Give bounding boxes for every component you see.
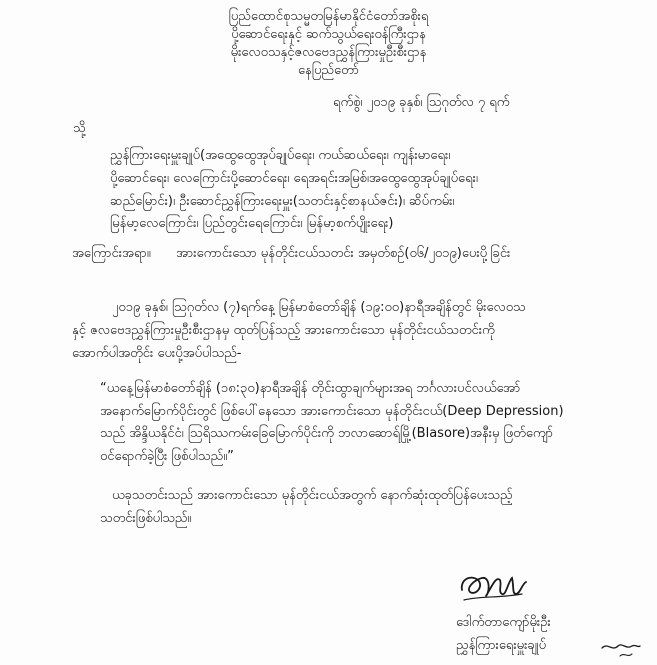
body-para-1-line-1: ၂၀၁၉ ခုနှစ်၊ ဩဂုတ်လ (၇)ရက်နေ့ မြန်မာစံတော်ချိန် (၁၉:၀၀)နာရီအချိန်တွင် မိုးလေဝသ <box>112 300 526 315</box>
body-para-2-line-1: ယခုသတင်းသည် အားကောင်းသော မုန်တိုင်းငယ်အတွက် နောက်ဆုံးထုတ်ပြန်ပေးသည့် <box>112 488 513 503</box>
letterhead-line-2: ပို့ဆောင်ရေးနှင့် ဆက်သွယ်ရေးဝန်ကြီးဌာန <box>231 27 426 42</box>
recipient-line-1: ညွှန်ကြားရေးမှူးချုပ်(အထွေထွေအုပ်ချုပ်ရေး၊ ကယ်ဆယ်ရေး၊ ကျန်းမာရေး၊ <box>110 148 451 163</box>
handwritten-signature <box>456 566 532 606</box>
quote-line-2: အနောက်မြောက်ပိုင်းတွင် ဖြစ်ပေါ်နေသော အားကောင်းသော မုန်တိုင်းငယ်(Deep Depression) <box>100 404 564 419</box>
letterhead-line-3: မိုးလေဝသနှင့်ဇလဗေဒညွှန်ကြားမှုဦးစီးဌာန <box>230 45 427 60</box>
letterhead-line-4: နေပြည်တော် <box>297 63 359 78</box>
quote-line-1: “ယနေ့မြန်မာစံတော်ချိန် (၁၈:၃၀)နာရီအချိန် တိုင်းထွာချက်များအရ ဘင်္ဂလားပင်လယ်အော် <box>100 381 521 396</box>
subject-text: အားကောင်းသော မုန်တိုင်းငယ်သတင်း အမှတ်စဉ်(၀၆/၂၀၁၉)ပေးပို့ခြင်း <box>176 246 511 261</box>
body-para-1-line-2: နှင့် ဇလဗေဒညွှန်ကြားမှုဦးစီးဌာနမှ ထုတ်ပြန်သည့် အားကောင်းသော မုန်တိုင်းငယ်သတင်းကို <box>72 323 495 338</box>
body-para-1-line-3: အောက်ပါအတိုင်း ပေးပို့အပ်ပါသည်- <box>72 346 242 361</box>
subject-label: အကြောင်းအရာ။ <box>72 246 151 261</box>
letterhead <box>0 8 657 80</box>
recipient-line-2: ပို့ဆောင်ရေး၊ လေကြောင်းပို့ဆောင်ရေး၊ ရေအရင်းအမြစ်၊အထွေထွေအုပ်ချုပ်ရေး၊ <box>110 171 478 186</box>
reference-date: ရက်စွဲ၊ ၂၀၁၉ ခုနှစ်၊ ဩဂုတ်လ ၇ ရက် <box>333 95 510 110</box>
letterhead-line-1: ပြည်ထောင်စုသမ္မတမြန်မာနိုင်ငံတော်အစိုးရ <box>228 9 429 24</box>
initial-mark <box>598 636 644 662</box>
to-label: သို့ <box>73 121 86 136</box>
signer-name: ဒေါက်တာကျော်မိုးဦး <box>456 615 551 630</box>
signer-title: ညွှန်ကြားရေးမှူးချုပ် <box>456 638 547 653</box>
quote-line-3: သည် အိန္ဒိယနိုင်ငံ၊ ဩရိဿကမ်းခြေမြောက်ပိုင်းကို ဘလာဆောရ်မြို့(Blasore)အနီးမှ ဖြတ်ကျော် <box>100 426 554 441</box>
recipient-line-3: ဆည်မြောင်း)၊ ဦးဆောင်ညွှန်ကြားရေးမှူး(သတင်းနှင့်စာနယ်ဇင်း)၊ ဆိပ်ကမ်း၊ <box>110 194 455 209</box>
quote-line-4: ဝင်ရောက်ခဲ့ပြီး ဖြစ်ပါသည်။” <box>100 449 234 464</box>
recipient-line-4: မြန်မာ့လေကြောင်း၊ ပြည်တွင်းရေကြောင်း၊ မြန်မာ့စက်ပျိုးရေး) <box>110 216 394 231</box>
body-para-2-line-2: သတင်းဖြစ်ပါသည်။ <box>100 511 192 526</box>
